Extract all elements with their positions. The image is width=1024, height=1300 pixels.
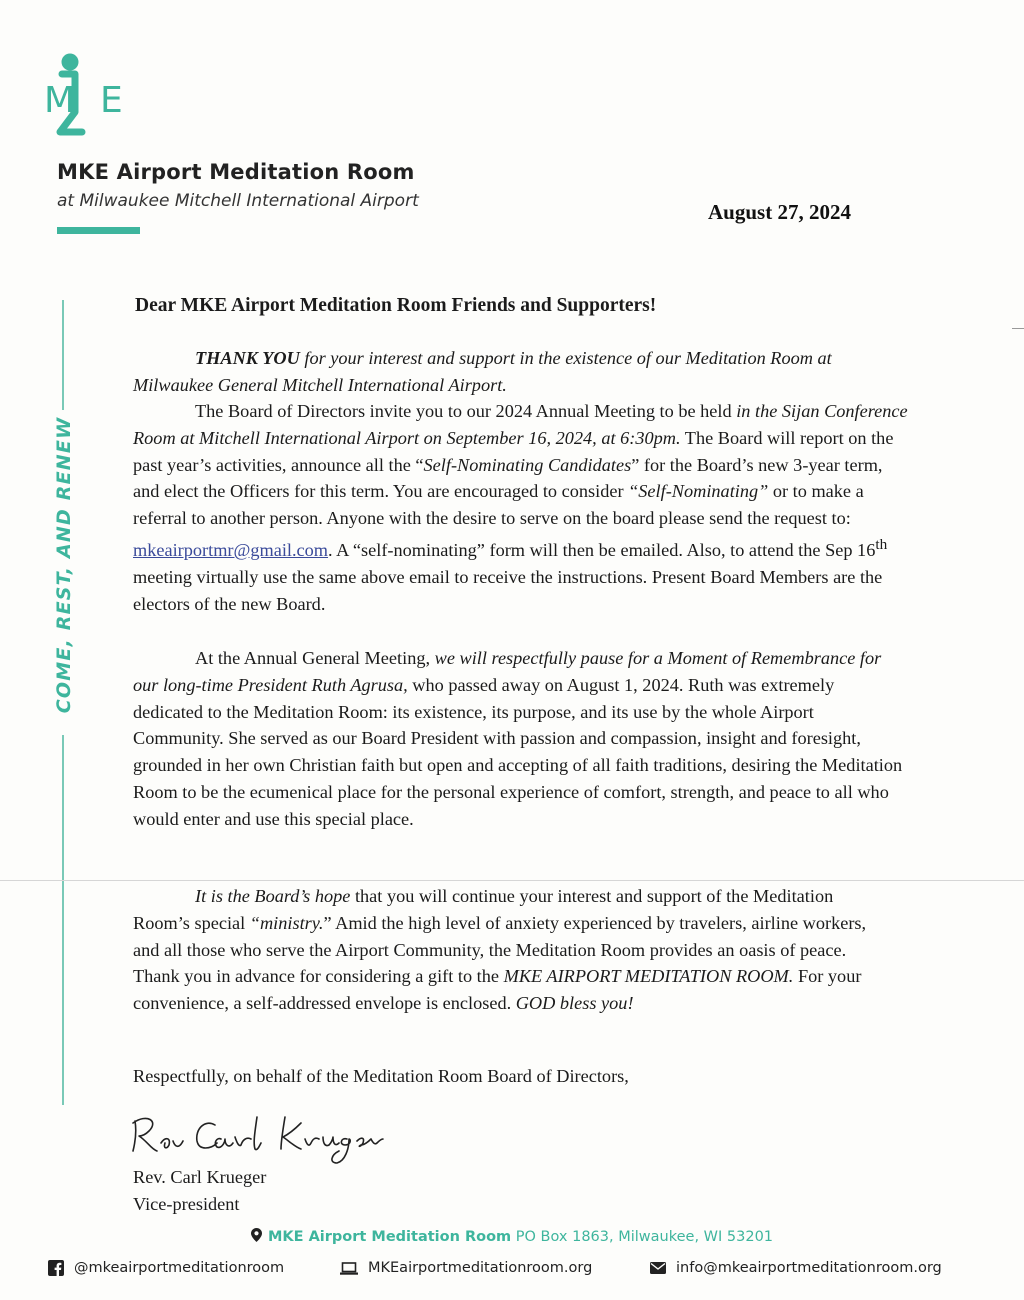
email-address: info@mkeairportmeditationroom.org — [676, 1260, 942, 1276]
org-subtitle: at Milwaukee Mitchell International Airport — [57, 191, 419, 211]
salutation: Dear MKE Airport Meditation Room Friends and Supporters! — [135, 295, 657, 316]
side-divider-bottom — [62, 735, 64, 1105]
paragraph-annual-meeting: The Board of Directors invite you to our 2024 Annual Meeting to be held in the Sijan Conference Room at Mitchell International Airport on September 16, 2024, at 6:30pm. The Board will report on the past year’s activities, announce all the “Self-Nominating Candidates” for the Board’s new 3-year term, and elect the Officers for this term. You are encouraged to consider “Self-Nominating” or to make a referral to another person. Anyone with the desire to serve on the board please send the request to: mkeairportmr@gmail.com. A “self-nominating” form will then be emailed. Also, to attend the Sep 16th meeting virtually use the same above email to receive the instructions. Present Board Members are the electors of the new Board. — [133, 401, 908, 614]
footer-contacts — [48, 1260, 978, 1284]
handwritten-signature — [125, 1103, 385, 1173]
side-tagline: COME, REST, AND RENEW — [53, 416, 75, 714]
svg-text:E: E — [100, 80, 123, 121]
closing-line: Respectfully, on behalf of the Meditation Room Board of Directors, — [133, 1066, 629, 1086]
scan-artifact — [0, 880, 1024, 881]
envelope-icon — [650, 1262, 666, 1274]
side-divider-top — [62, 300, 64, 410]
facebook-handle: @mkeairportmeditationroom — [74, 1260, 285, 1276]
paragraph-support: It is the Board’s hope that you will continue your interest and support of the Meditation Room’s special “ministry.” Amid the high level of anxiety experienced by travelers, airline workers, and all those who serve the Airport Community, the Meditation Room provides an oasis of peace. Thank you in advance for considering a gift to the MKE AIRPORT MEDITATION ROOM. For your convenience, a self-addressed envelope is enclosed. GOD bless you! — [133, 886, 867, 1014]
logo-person-head-icon — [62, 54, 79, 71]
signer-title: Vice-president — [133, 1194, 240, 1214]
scan-artifact — [1012, 328, 1024, 329]
website-contact[interactable] — [340, 1260, 592, 1276]
mke-logo — [42, 52, 152, 147]
facebook-contact[interactable] — [48, 1260, 284, 1276]
paragraph-remembrance: At the Annual General Meeting, we will respectfully pause for a Moment of Remembrance for our long-time President Ruth Agrusa, who passed away on August 1, 2024. Ruth was extremely dedicated to the Meditation Room: its existence, its purpose, and its use by the whole Airport Community. She served as our Board President with passion and compassion, insight and foresight, grounded in her own Christian faith but open and accepting of all faith traditions, desiring the Meditation Room to be the ecumenical place for the personal experience of comfort, strength, and peace to all who would enter and use this special place. — [133, 648, 903, 829]
header-accent-bar — [57, 227, 140, 234]
footer-address: MKE Airport Meditation Room PO Box 1863, Milwaukee, WI 53201 — [0, 1228, 1024, 1245]
letter-date: August 27, 2024 — [708, 200, 851, 224]
laptop-icon — [340, 1262, 358, 1275]
logo-text: M — [44, 80, 78, 121]
email-contact[interactable] — [650, 1260, 942, 1276]
org-name: MKE Airport Meditation Room — [57, 160, 415, 184]
website-url: MKEairportmeditationroom.org — [368, 1260, 593, 1276]
facebook-icon — [48, 1260, 64, 1276]
paragraph-thanks: THANK YOU for your interest and support in the existence of our Meditation Room at Milwaukee General Mitchell International Airport. — [133, 348, 832, 395]
signer-name: Rev. Carl Krueger — [133, 1167, 267, 1187]
location-pin-icon — [251, 1228, 262, 1242]
board-email-link[interactable]: mkeairportmr@gmail.com — [133, 540, 329, 561]
